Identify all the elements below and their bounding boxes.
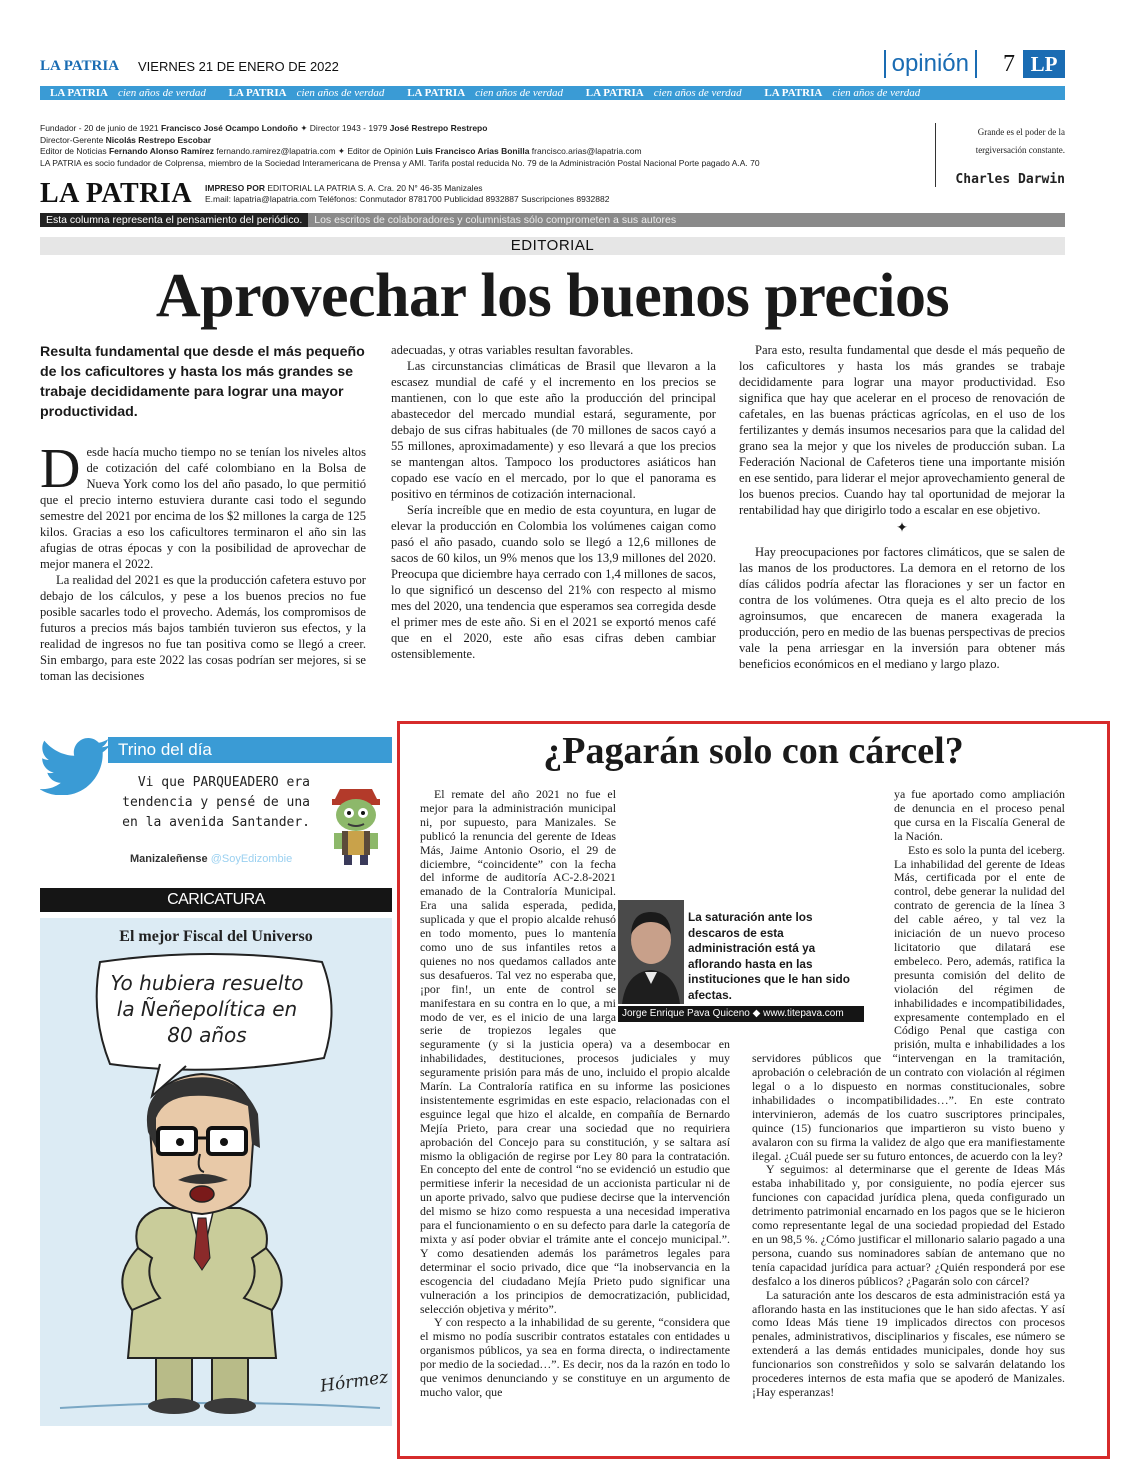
editorial-column-2: [391, 342, 716, 662]
caricature-panel: [40, 918, 392, 1426]
credit-text: LA PATRIA es socio fundador de Colprensa, miembro de la Sociedad Interamericana de Prensa y AMI. Tarifa postal reducida No. 79 de la Administración Postal Nacional Porte pagado A.A. 70: [40, 157, 760, 168]
trino-user: [130, 853, 292, 865]
quote-author: Charles Darwin: [955, 172, 1065, 187]
column-paragraph: El remate del año 2021 no fue el mejor para la administración municipal ni, por supuesto, para Manizales. Se publicó la renuncia del gerente de Ideas Más, Jaime Antonio Osorio, el 29 de diciembre, “coincidente” con la fecha del informe de auditoría AC-2.8-2021 emanado de la Contraloría Municipal. Era una salida esperada, pedida, suplicada y que el propio alcalde rehusó en todo momento, pues lo mantenía como uno de sus infantiles retos a quienes no nos quedamos callados ante sus desafueros. Tal vez no esperaba que, ¡por fin!, un ente de control se manifestara en su contra en lo que, a mi modo de ver, es el inicio de una larga serie de tropiezos legales que seguramente (y si la justicia opera) va a desembocar en inhabilidades, destituciones, procesos judiciales y muy seguramente prisión para más de uno, incluido el propio alcalde Marín. La Contraloría ratifica en su informe las posiciones insistentemente esgrimidas en este espacio, relacionadas con el esguince legal que hizo el alcalde, en compañía de Bernardo Mejía Prieto, para crear una sociedad que no requiriera aprobación del Concejo para su constitución, y se saltara así mismo la obligación de regirse por Ley 80 para la contratación. En concepto del ente de control “no se evidenció un estudio que permitiese inferir la necesidad de un accionista particular ni de un aporte privado, salvo que pudiese decirse que la intervención del mismo se hizo como respuesta a una necesidad imperativa para el funcionamiento o en su defecto para darle la categoría de mixta y así poder obviar el trámite ante el concejo municipal.”. Y como desatienden además los parámetros legales para determinar el socio privado, dice que “la inobservancia en la escogencia del ciudadano Mejía Prieto pudo significar una vulneración a los principios de democratización, publicidad, selección objetiva y mérito”.: [420, 787, 730, 1316]
caricature-title: El mejor Fiscal del Universo: [119, 928, 313, 945]
staff-credits: [40, 123, 920, 169]
tagline-slogan: cien años de verdad: [117, 87, 206, 99]
disclaimer-secondary: Los escritos de colaboradores y columnistas sólo comprometen a sus autores: [314, 214, 677, 226]
author-box: [618, 900, 864, 1024]
column-title: ¿Pagarán solo con cárcel?: [543, 730, 964, 772]
editorial-section-label: EDITORIAL: [40, 237, 1065, 255]
trino-del-dia: [40, 737, 392, 867]
twitter-bird-icon: [40, 737, 112, 795]
editorial-paragraph: [40, 438, 366, 572]
column-paragraph: Y seguimos: al determinarse que el gerente de Ideas Más estaba inhabilitado y, por consiguiente, no podía ejercer sus funciones con capacidad jurídica plena, queda configurado un detrimento patrimonial encarnado en los pagos que se le hicieron como representante legal de una sociedad propiedad del Estado en un 98,5 %. ¿Cómo justificar el millonario salario pagado a una persona, cuando sus nominadores sabían de antemano que no tenía capacidad jurídica para actuar? ¿Quién responderá por ese desfalco a los dineros públicos? ¿Pagarán solo con cárcel?: [752, 1162, 1065, 1288]
disclaimer-bar: [40, 213, 1065, 227]
credit-name: Luis Francisco Arias Bonilla: [415, 146, 530, 156]
credit-text: fernando.ramirez@lapatria.com ✦ Editor de Opinión: [214, 146, 416, 156]
column-paragraph: La saturación ante los descaros de esta administración está ya aflorando hasta en las instituciones que le han sido afectas. Y así como Ideas Más tiene 19 implicados directos con procesos penales, administrativos, disciplinarios y fiscales, ese número se extenderá a las demás entidades municipales, donde hoy sus funcionarios son constreñidos y solo se salvarán delatando los procederes internos de esta mafia que se apoderó de Manizales. ¡Hay esperanzas!: [752, 1287, 1065, 1399]
zombie-avatar-icon: [320, 771, 392, 867]
column-paragraph: Y con respecto a la inhabilidad de su gerente, “considera que el mismo no podía suscribir contratos estatales con entidades u organismos públicos, ya sea en forma directa, o indirectamente por medio de la sociedad…”. Es decir, nos da la razón en todo lo que venimos denunciando y se constituye en un argumento de mucho valor, que: [420, 1315, 730, 1399]
masthead: [40, 50, 1065, 84]
cartoonist-signature: Hórmez: [318, 1367, 390, 1397]
drop-cap: D: [40, 438, 81, 500]
newspaper-logo: LA PATRIA: [40, 178, 193, 209]
column-paragraph: ya fue aportado como ampliación de denuncia en el proceso penal que cursa en la Fiscalía General de la Nación.: [894, 787, 1065, 843]
editorial-paragraph: Las circunstancias climáticas de Brasil que llevaron a la escasez mundial de café y el incremento en los precios se mantienen, con lo que este año la producción del principal abastecedor del mercado mundial estará, seguramente, por debajo de sus cifras habituales (de 70 millones de sacos cayó a 55 millones, aproximadamente) y eso llevará a que los precios se mantengan altos. Tampoco los productores asiáticos han copado ese vacío en el mercado, por lo que el panorama es positivo en términos de cotización internacional.: [391, 359, 716, 501]
editorial-column-1: [40, 342, 366, 684]
credit-text: ✦ Director 1943 - 1979: [297, 123, 390, 133]
author-photo: [618, 900, 684, 1004]
credit-text: Fundador - 20 de junio de 1921: [40, 123, 161, 133]
editorial-paragraph: adecuadas, y otras variables resultan favorables.: [391, 343, 634, 357]
tagline-slogan: cien años de verdad: [296, 87, 385, 99]
editorial-paragraph: La realidad del 2021 es que la producción cafetera estuvo por debajo de los cálculos, y pese a los buenos precios no fue posible sacarles todo el provecho. Además, los compromisos de futuros a precios más bajos también tuvieron sus efectos, y la realidad de ingresos no fue tan positiva como se llegó a creer. Sin embargo, para este 2022 las cosas podrían ser mejores, si se toman las decisiones: [40, 573, 366, 683]
credit-text: Director-Gerente: [40, 134, 106, 145]
trino-text: Vi que PARQUEADERO era tendencia y pensé de una en la avenida Santander.: [122, 775, 310, 830]
tagline-slogan: cien años de verdad: [475, 87, 564, 99]
lp-logo: LP: [1023, 50, 1065, 78]
brand-name: LA PATRIA: [40, 58, 120, 74]
issue-date: VIERNES 21 DE ENERO DE 2022: [138, 59, 339, 74]
trino-title: Trino del día: [108, 737, 392, 763]
editorial-lead: Resulta fundamental que desde el más pequeño de los caficultores y hasta los más grandes se trabaje decididamente para lograr una mayor productividad.: [40, 344, 365, 420]
daily-quote: [935, 123, 1065, 187]
editorial-paragraph: Sería increíble que en medio de esta coyuntura, en lugar de elevar la producción en Colombia los volúmenes caigan como pasó el año pasado, cuando solo se llegó a 12,6 millones de sacos de 60 kilos, un 9% menos que los 13,9 millones del 2020. Preocupa que diciembre haya cerrado con 1,4 millones de sacos, lo que significó un descenso del 21% con respecto al mismo mes del 2020, una tendencia que esperamos sea corregida desde el primer mes de este año. Si en el 2021 se exportó menos café que en el 2020, este año esas cifras deben cambiar ostensiblemente.: [391, 503, 716, 661]
caricatura-label: CARICATURA: [40, 888, 392, 912]
imprint-text: E.mail: lapatria@lapatria.com Teléfonos: Conmutador 8781700 Publicidad 8932887 Suscripciones 8932882: [205, 194, 610, 204]
tagline-brand: LA PATRIA: [50, 87, 108, 99]
tagline-brand: LA PATRIA: [228, 87, 287, 99]
editorial-headline: Aprovechar los buenos precios: [155, 262, 950, 330]
credit-text: Editor de Noticias: [40, 146, 109, 156]
tagline-slogan: cien años de verdad: [832, 87, 921, 99]
credit-name: José Restrepo Restrepo: [389, 123, 488, 133]
quote-line: Grande es el poder de la: [977, 127, 1065, 137]
credit-name: Fernando Alonso Ramírez: [108, 146, 214, 156]
imprint-info: [205, 183, 609, 205]
section-label: opinión: [884, 50, 977, 78]
credit-name: Francisco José Ocampo Londoño: [160, 123, 298, 133]
tagline-strip: [40, 86, 1065, 100]
editorial-column-3: [739, 342, 1065, 672]
trino-user-name: Manizaleñense: [130, 853, 208, 865]
credit-name: Nicolás Restrepo Escobar: [105, 134, 212, 145]
trino-handle: @SoyEdizombie: [210, 853, 293, 865]
tagline-slogan: cien años de verdad: [653, 87, 742, 99]
imprint-label: IMPRESO POR: [205, 183, 265, 193]
imprint-text: EDITORIAL LA PATRIA S. A. Cra. 20 N° 46-35 Manizales: [264, 183, 483, 193]
quote-line: tergiversación constante.: [975, 145, 1065, 155]
pull-quote: La saturación ante los descaros de esta administración está ya aflorando hasta en las instituciones que le han sido afectas.: [688, 910, 850, 1002]
page-number: 7: [1003, 51, 1015, 77]
separator-icon: ✦: [896, 521, 908, 536]
tagline-brand: LA PATRIA: [764, 87, 823, 99]
speech-bubble-text: Yo hubiera resuelto la Ñeñepolítica en 80 años: [110, 971, 304, 1047]
editorial-paragraph: Para esto, resulta fundamental que desde el más pequeño de los caficultores y hasta los más grandes se trabaje decididamente para lograr una mayor productividad. Eso significa que hay que acelerar en el proceso de renovación de cafetales, en las buenas prácticas agrícolas, en el uso de los fertilizantes y demás insumos necesarios para que la calidad del grano sea la mejor y que los niveles de producción suban. La Federación Nacional de Cafeteros tiene una importante misión en ese sentido, para liderar el mejor aprovechamiento general de los buenos precios. Cuando hay tal oportunidad de mejorar la rentabilidad hay que dirigirlo todo a escalar en ese objetivo.: [739, 343, 1065, 517]
column-text-2: [752, 788, 1065, 1400]
editorial-paragraph: Hay preocupaciones por factores climáticos, que se salen de las manos de los productores. La demora en el retorno de los días cálidos podría afectar las floraciones y ser un factor en contra de los volúmenes. Otra queja es el alto precio de los agroinsumos, que encarecen de manera exagerada la producción, pero en medio de las buenas perspectivas de precios vale la pena arriesgar en la inversión para obtener más beneficios económicos en el mediano y largo plazo.: [739, 545, 1065, 671]
column-text-1: [420, 788, 730, 1400]
paragraph-text: esde hacía mucho tiempo no se tenían los niveles altos de cotización del café colombiano en la Bolsa de Nueva York como los del año pasado, lo que permitió que el precio interno estuviera durante casi todo el segundo semestre del 2021 por encima de los $2 millones la carga de 125 kilos. Gracias a eso los caficultores terminaron el año sin las afugias de otras épocas y con la posibilidad de aprovechar de mejor manera el 2022.: [40, 445, 366, 571]
tagline-brand: LA PATRIA: [585, 87, 644, 99]
tagline-brand: LA PATRIA: [407, 87, 466, 99]
author-byline: Jorge Enrique Pava Quiceno ◆ www.titepava.com: [618, 1006, 864, 1022]
disclaimer-main: Esta columna representa el pensamiento del periódico.: [40, 213, 308, 227]
credit-text: francisco.arias@lapatria.com: [529, 146, 642, 156]
column-paragraph: Esto es solo la punta del iceberg. La inhabilidad del gerente de Ideas Más, certificada por el ente de control, debe generar la nulidad del contrato de gerencia de la línea 3 del cable aéreo, y tal vez la iniciación de un nuevo proceso licitatorio que dilatará ese embeleco. Pero, además, ratifica la presunta comisión del delito de violación del régimen de inhabilidades e incompatibilidades, expresamente contemplado en el Código Penal que castiga con prisión, multa e inhabilidades a los servidores públicos que “intervengan en la tramitación, aprobación o celebración de un contrato con violación al régimen legal o a lo dispuesto en normas constitucionales, sobre inhabilidades o incompatibilidades…”. En este contrato intervinieron, además de los cuatro suscriptores principales, quince (15) funcionarios que impartieron su visto bueno y avalaron con su firma la validez de algo que era manifiestamente ilegal. ¿Cuál puede ser su futuro entonces, de acuerdo con la ley?: [752, 842, 1065, 1163]
